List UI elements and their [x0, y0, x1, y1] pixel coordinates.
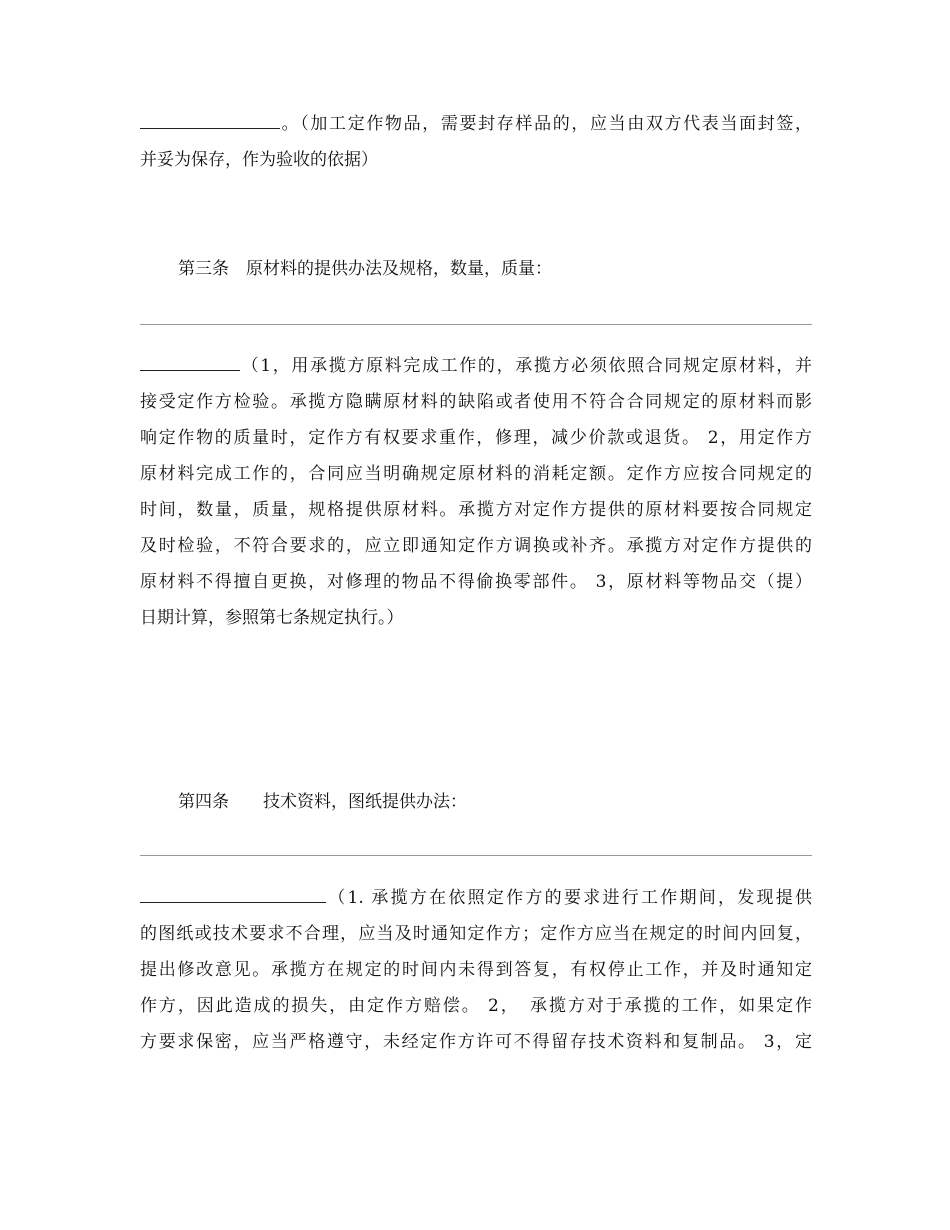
- paragraph-line: 作方，因此造成的损失，由定作方赔偿。 2， 承揽方对于承揽的工作，如果定作: [140, 996, 812, 1016]
- paragraph-line: 原材料完成工作的，合同应当明确规定原材料的消耗定额。定作方应按合同规定的: [140, 464, 812, 484]
- article-3-heading: 第三条 原材料的提供办法及规格，数量，质量：: [178, 259, 552, 279]
- fill-in-blank[interactable]: [140, 354, 240, 371]
- paragraph-line: 。（加工定作物品，需要封存样品的，应当由双方代表当面封签，: [140, 106, 812, 142]
- article-4-body: [140, 880, 812, 1060]
- fill-in-blank[interactable]: [140, 112, 280, 129]
- paragraph-line: 日期计算，参照第七条规定执行。）: [140, 608, 404, 628]
- sample-sealing-paragraph: [140, 106, 812, 178]
- fill-in-line[interactable]: [140, 855, 812, 856]
- paragraph-line: 及时检验，不符合要求的，应立即通知定作方调换或补齐。承揽方对定作方提供的: [140, 536, 812, 556]
- article-4-heading: 第四条 技术资料，图纸提供办法：: [178, 792, 467, 812]
- paragraph-line: 的图纸或技术要求不合理，应当及时通知定作方；定作方应当在规定的时间内回复，: [140, 924, 812, 944]
- paragraph-line: 并妥为保存，作为验收的依据）: [140, 150, 378, 170]
- paragraph-line: （1. 承揽方在依照定作方的要求进行工作期间，发现提供: [140, 880, 812, 916]
- paragraph-line: 原材料不得擅自更换，对修理的物品不得偷换零部件。 3，原材料等物品交（提）: [140, 572, 812, 592]
- fill-in-line[interactable]: [140, 324, 812, 325]
- paragraph-line: 提出修改意见。承揽方在规定的时间内未得到答复，有权停止工作，并及时通知定: [140, 960, 812, 980]
- paragraph-line: （1，用承揽方原料完成工作的，承揽方必须依照合同规定原材料，并: [140, 348, 812, 384]
- paragraph-line: 响定作物的质量时，定作方有权要求重作，修理，减少价款或退货。 2，用定作方: [140, 428, 812, 448]
- paragraph-line: 接受定作方检验。承揽方隐瞒原材料的缺陷或者使用不符合合同规定的原材料而影: [140, 392, 812, 412]
- paragraph-line: 时间，数量，质量，规格提供原材料。承揽方对定作方提供的原材料要按合同规定: [140, 500, 812, 520]
- fill-in-blank[interactable]: [140, 886, 326, 903]
- paragraph-line: 方要求保密，应当严格遵守，未经定作方许可不得留存技术资料和复制品。 3，定: [140, 1032, 812, 1052]
- article-3-body: [140, 348, 812, 636]
